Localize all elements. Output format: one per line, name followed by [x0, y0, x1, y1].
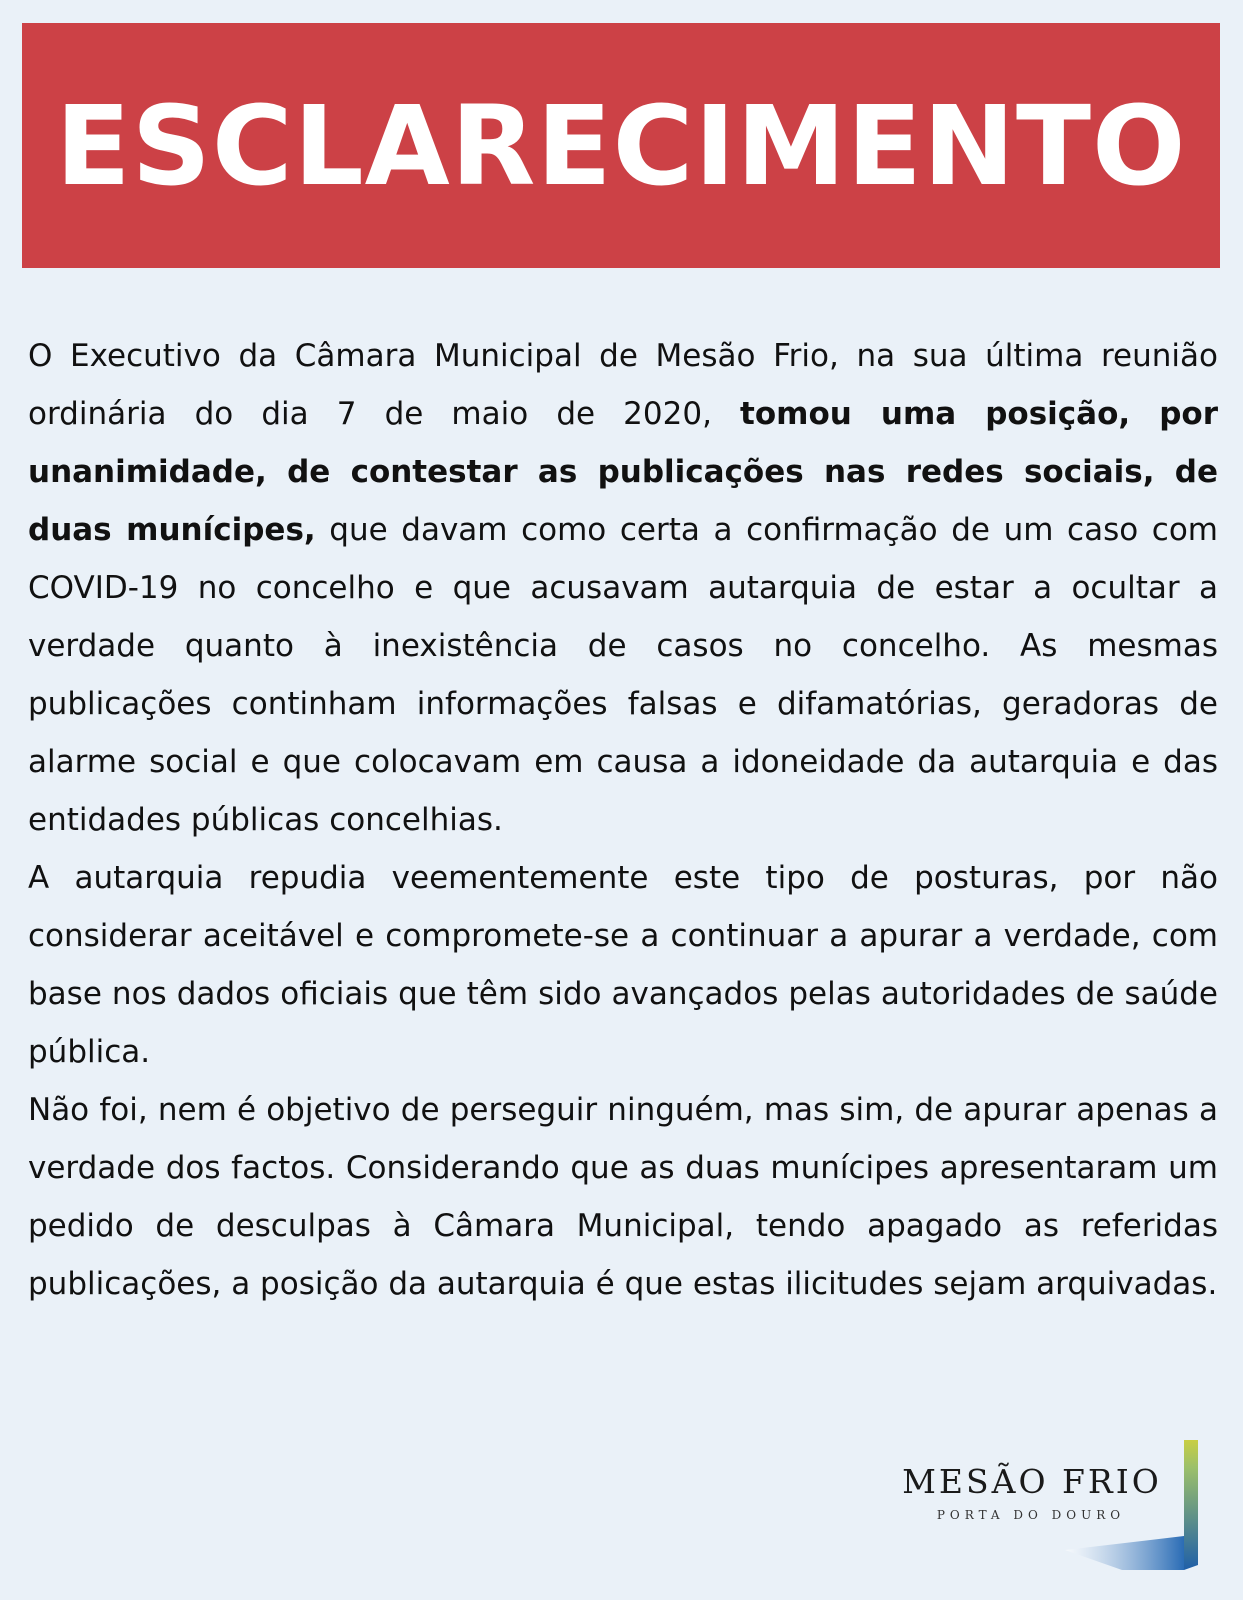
paragraph-1 — [28, 327, 1218, 849]
logo-name: MESÃO FRIO — [902, 1462, 1162, 1501]
paragraph-3-text: Não foi, nem é objetivo de perseguir ninguém, mas sim, de apurar apenas a verdade dos factos. Considerando que as duas munícipes apresentaram um pedido de desculpas à Câmara Municipal, tendo apagado as referidas publicações, a posição da autarquia é que estas ilicitudes sejam arquivadas. — [28, 1092, 1218, 1302]
paragraph-1-text-end: que davam como certa a confirmação de um caso com COVID-19 no concelho e que acusavam autarquia de estar a ocultar a verdade quanto à inexistência de casos no concelho. As mesmas publicações continham informações falsas e difamatórias, geradoras de alarme social e que colocavam em causa a idoneidade da autarquia e das entidades públicas concelhias. — [28, 512, 1218, 838]
logo-tagline: PORTA DO DOURO — [936, 1508, 1126, 1522]
mesao-frio-logo — [860, 1440, 1226, 1576]
announcement-body — [28, 327, 1218, 1313]
paragraph-1-bold-text: tomou uma posição, por unanimidade, de contestar as publicações nas redes sociais, de duas munícipes, — [28, 396, 1218, 548]
title-banner — [22, 23, 1220, 268]
paragraph-2-text: A autarquia repudia veementemente este tipo de posturas, por não considerar aceitável e compromete-se a continuar a apurar a verdade, com base nos dados oficiais que têm sido avançados pelas autoridades de saúde pública. — [28, 860, 1218, 1070]
paragraph-3 — [28, 1081, 1218, 1313]
page-title: ESCLARECIMENTO — [55, 81, 1187, 210]
paragraph-1-text: O Executivo da Câmara Municipal de Mesão Frio, na sua última reunião ordinária do dia 7 de maio de 2020, — [28, 338, 1218, 432]
paragraph-2 — [28, 849, 1218, 1081]
